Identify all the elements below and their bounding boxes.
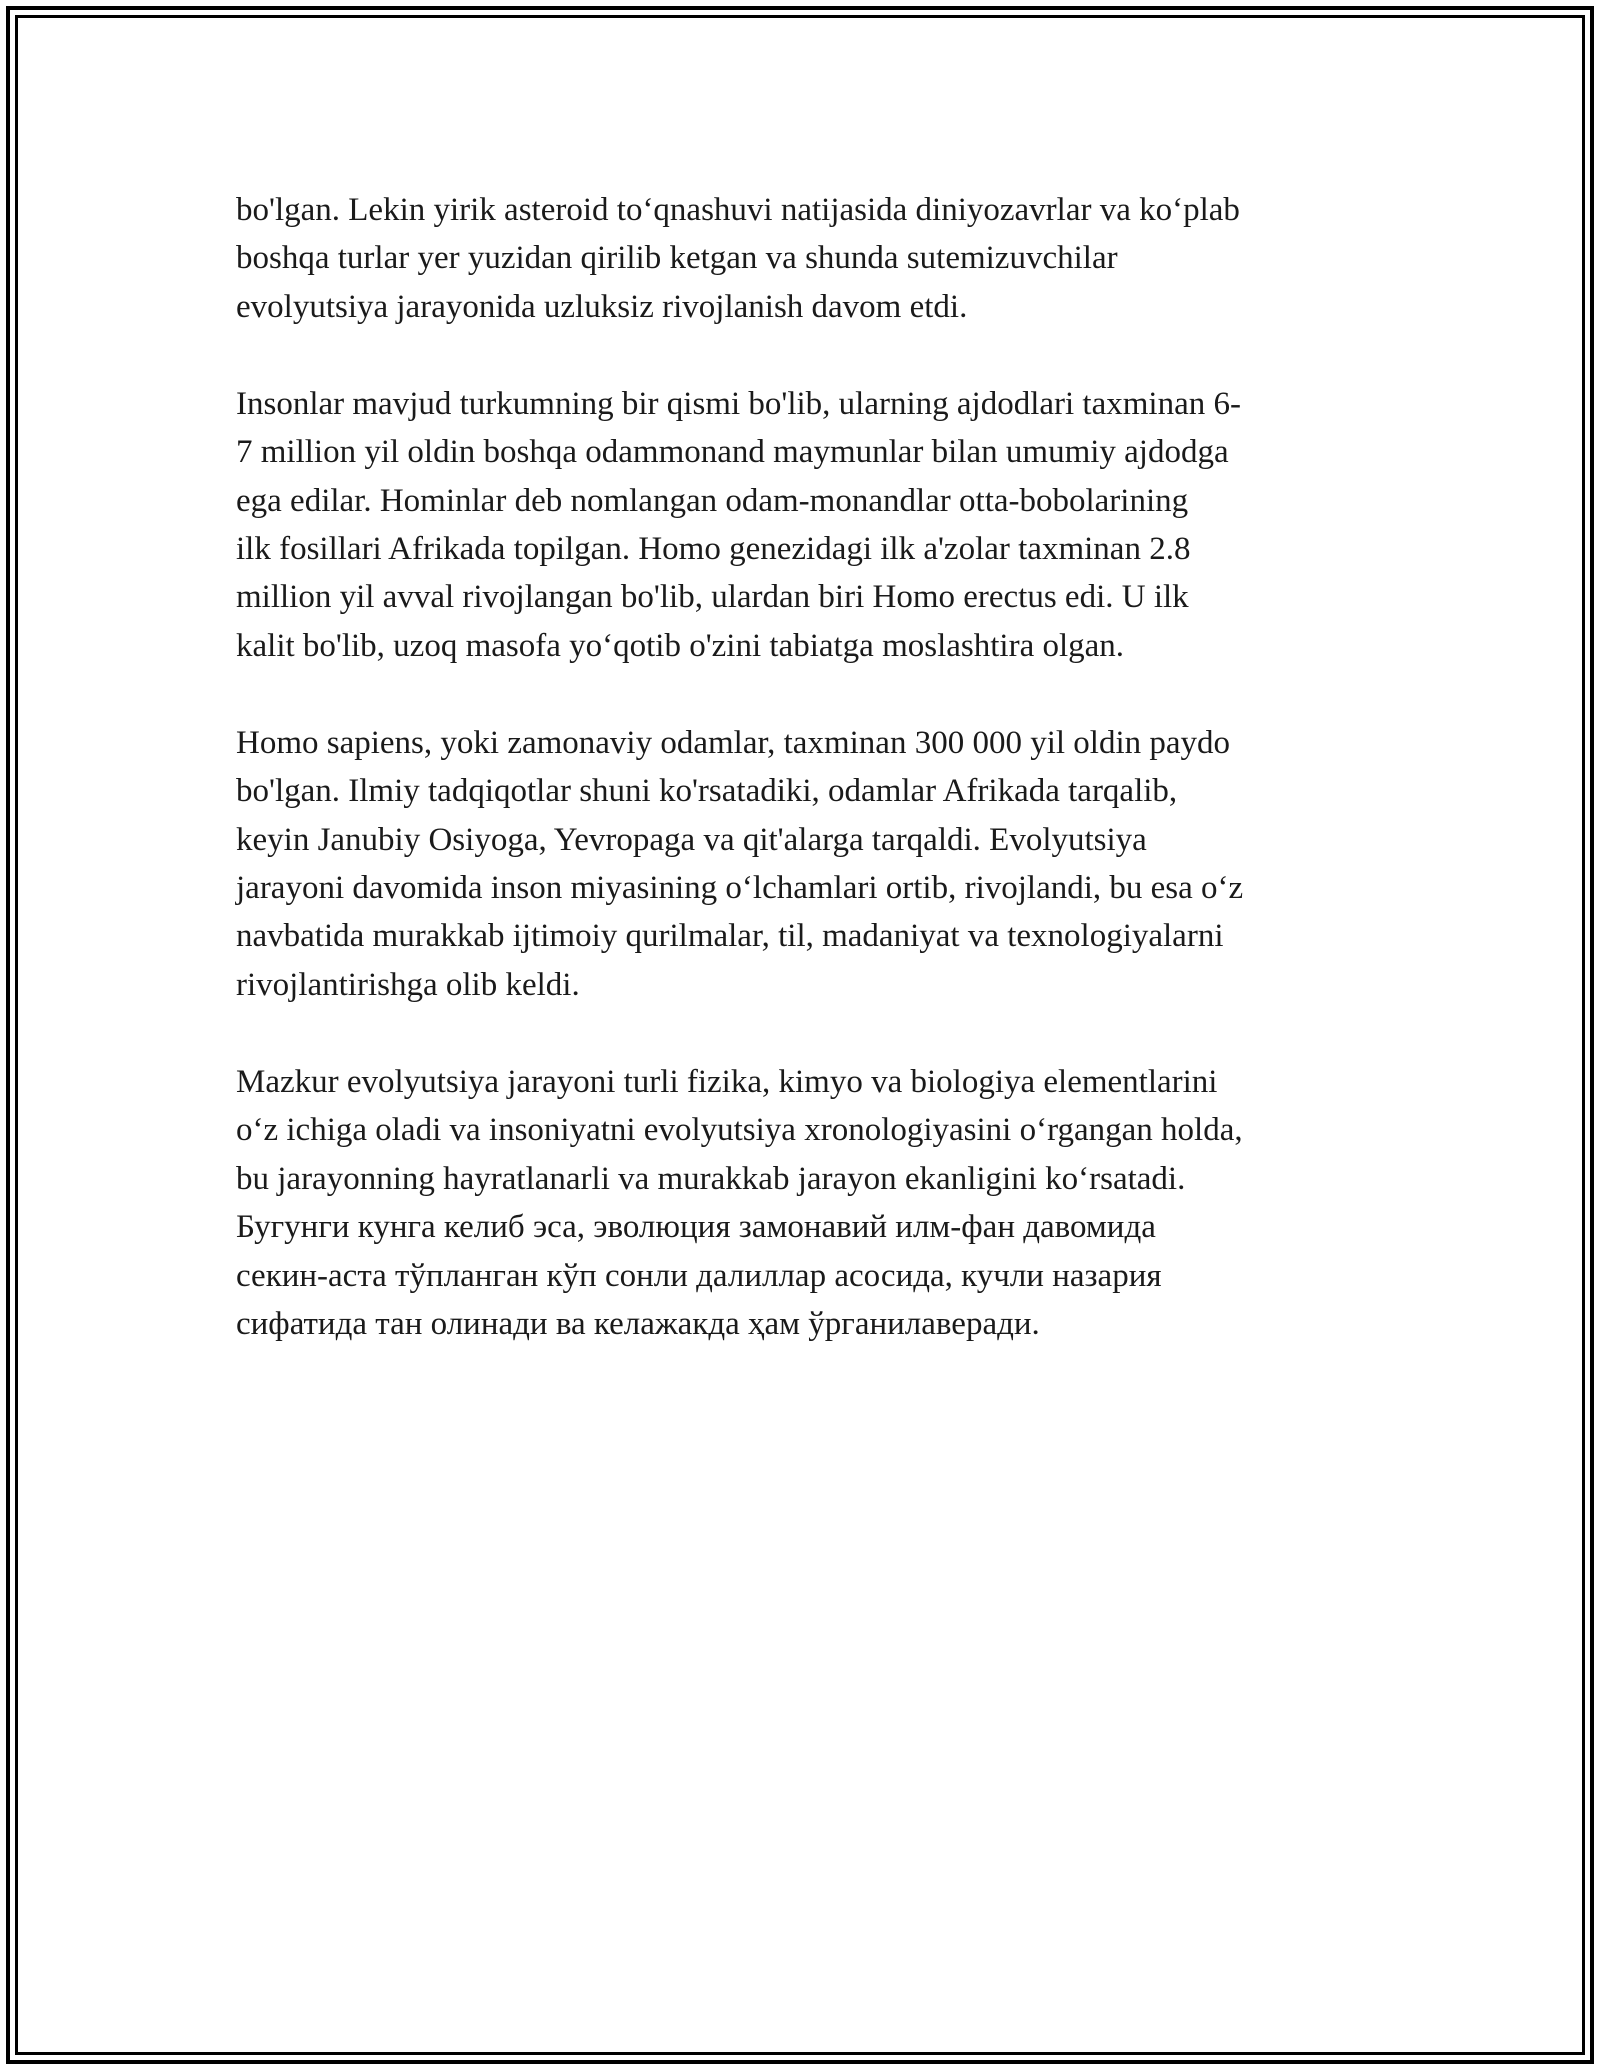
paragraph-4 bbox=[236, 1058, 1366, 1348]
text-line: oʻz ichiga oladi va insoniyatni evolyutsiya xronologiyasini oʻrgangan holda, bbox=[236, 1112, 1243, 1149]
text-line: Insonlar mavjud turkumning bir qismi bo'lib, ularning ajdodlari taxminan 6- bbox=[236, 385, 1241, 422]
text-line: keyin Janubiy Osiyoga, Yevropaga va qit'alarga tarqaldi. Evolyutsiya bbox=[236, 821, 1147, 858]
text-line: evolyutsiya jarayonida uzluksiz rivojlanish davom etdi. bbox=[236, 288, 968, 325]
text-line: сифатида тан олинади ва келажакда ҳам ўрганилаверади. bbox=[236, 1305, 1040, 1342]
text-line: 7 million yil oldin boshqa odammonand maymunlar bilan umumiy ajdodga bbox=[236, 434, 1229, 471]
text-line: Mazkur evolyutsiya jarayoni turli fizika, kimyo va biologiya elementlarini bbox=[236, 1063, 1218, 1100]
text-line: bo'lgan. Lekin yirik asteroid toʻqnashuvi natijasida diniyozavrlar va koʻplab bbox=[236, 192, 1240, 228]
text-line: rivojlantirishga olib keldi. bbox=[236, 966, 580, 1003]
document-body bbox=[236, 186, 1366, 1397]
paragraph-2 bbox=[236, 380, 1366, 670]
paragraph-3 bbox=[236, 719, 1366, 1009]
text-line: bo'lgan. Ilmiy tadqiqotlar shuni ko'rsatadiki, odamlar Afrikada tarqalib, bbox=[236, 773, 1178, 810]
text-line: navbatida murakkab ijtimoiy qurilmalar, til, madaniyat va texnologiyalarni bbox=[236, 918, 1224, 955]
text-line: boshqa turlar yer yuzidan qirilib ketgan va shunda sutemizuvchilar bbox=[236, 240, 1118, 277]
text-line: секин-аста тўпланган кўп сонли далиллар асосида, кучли назария bbox=[236, 1257, 1162, 1294]
text-line: ilk fosillari Afrikada topilgan. Homo genezidagi ilk a'zolar taxminan 2.8 bbox=[236, 531, 1191, 568]
text-line: ega edilar. Hominlar deb nomlangan odam-monandlar otta-bobolarining bbox=[236, 482, 1189, 519]
text-line: million yil avval rivojlangan bo'lib, ulardan biri Homo erectus edi. U ilk bbox=[236, 579, 1189, 616]
text-line: bu jarayonning hayratlanarli va murakkab jarayon ekanligini koʻrsatadi. bbox=[236, 1160, 1186, 1197]
text-line: kalit bo'lib, uzoq masofa yoʻqotib o'zini tabiatga moslashtira olgan. bbox=[236, 627, 1125, 664]
text-line: Homo sapiens, yoki zamonaviy odamlar, taxminan 300 000 yil oldin paydo bbox=[236, 724, 1231, 761]
paragraph-1 bbox=[236, 186, 1366, 331]
text-line: jarayoni davomida inson miyasining oʻlchamlari ortib, rivojlandi, bu esa oʻz bbox=[236, 870, 1244, 907]
text-line: Бугунги кунга келиб эса, эволюция замонавий илм-фан давомида bbox=[236, 1209, 1156, 1246]
